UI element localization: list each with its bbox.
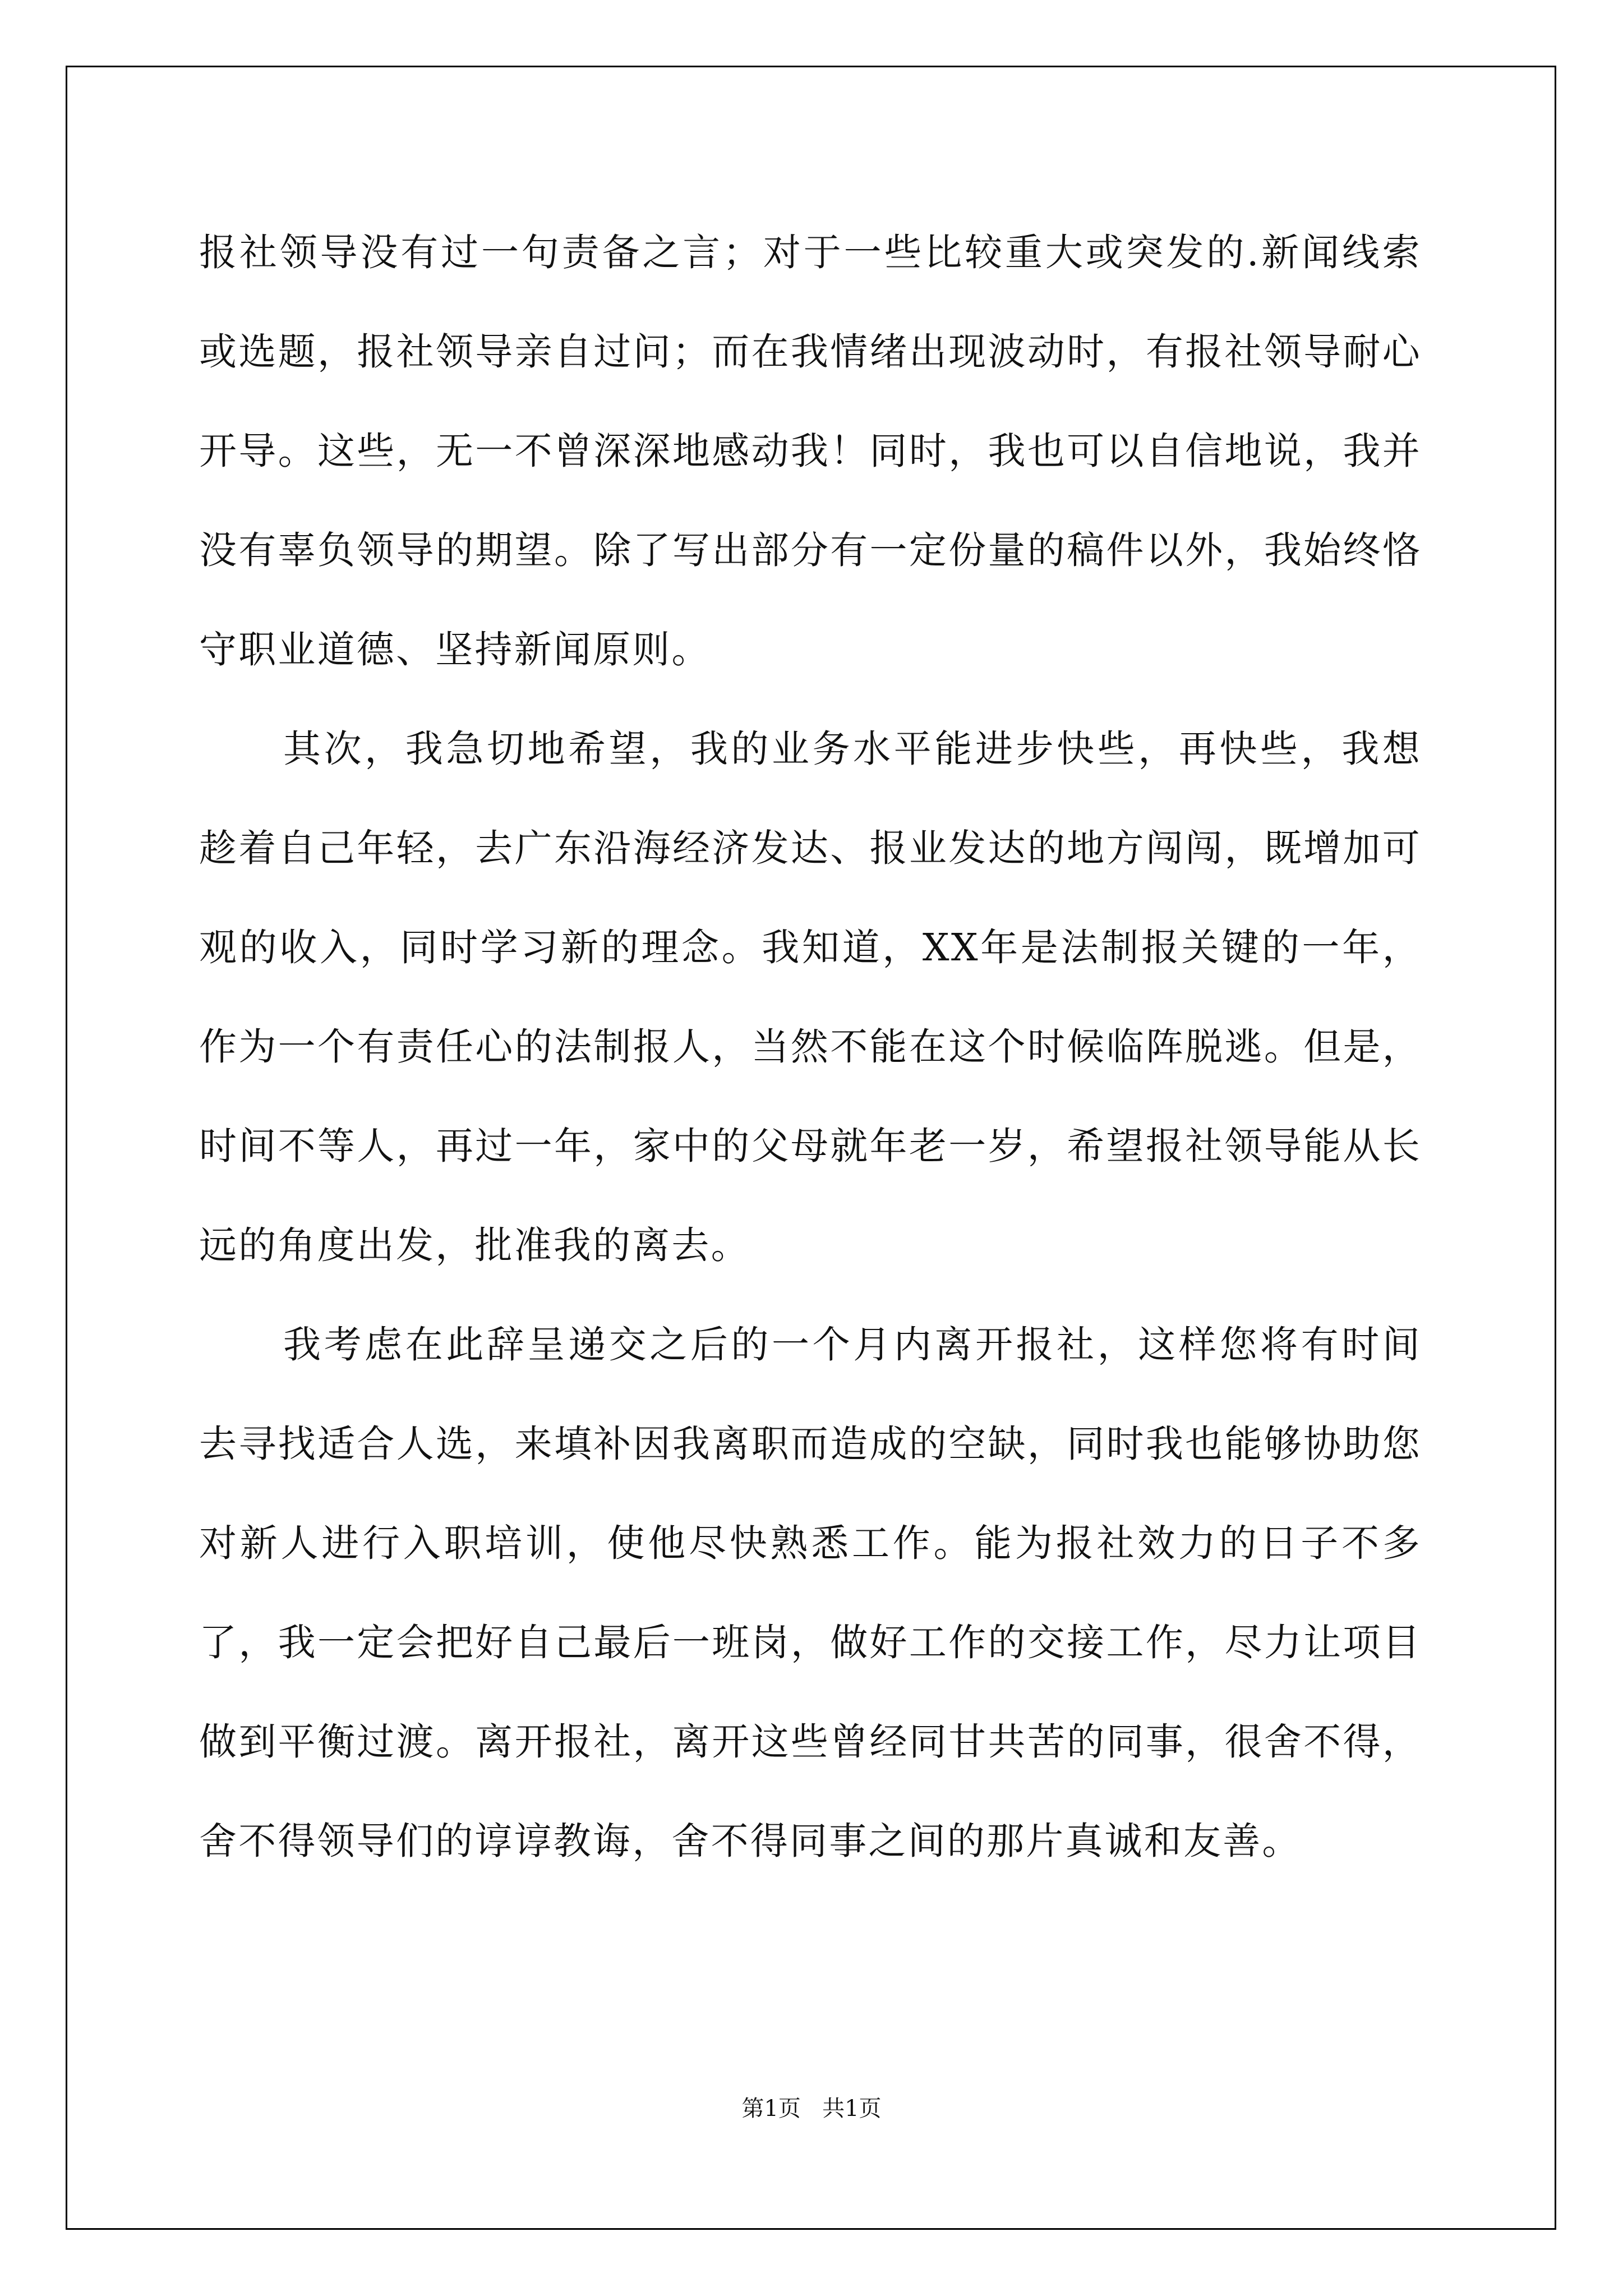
paragraph-1: 报社领导没有过一句责备之言；对于一些比较重大或突发的.新闻线索或选题，报社领导亲自过问；而在我情绪出现波动时，有报社领导耐心开导。这些，无一不曾深深地感动我！同时，我也可以自信地说，我并没有辜负领导的期望。除了写出部分有一定份量的稿件以外，我始终恪守职业道德、坚持新闻原则。 bbox=[199, 231, 1422, 671]
paragraph-3: 我考虑在此辞呈递交之后的一个月内离开报社，这样您将有时间去寻找适合人选，来填补因我离职而造成的空缺，同时我也能够协助您对新人进行入职培训，使他尽快熟悉工作。能为报社效力的日子不多了，我一定会把好自己最后一班岗，做好工作的交接工作，尽力让项目做到平衡过渡。离开报社，离开这些曾经同甘共苦的同事，很舍不得，舍不得领导们的谆谆教诲，舍不得同事之间的那片真诚和友善。 bbox=[199, 1323, 1422, 1863]
page-number: 第1页 bbox=[741, 2096, 801, 2122]
page-footer bbox=[0, 2091, 1623, 2123]
document-body bbox=[199, 203, 1422, 1891]
paragraph-2: 其次，我急切地希望，我的业务水平能进步快些，再快些，我想趁着自己年轻，去广东沿海经济发达、报业发达的地方闯闯，既增加可观的收入，同时学习新的理念。我知道，XX年是法制报关键的一年，作为一个有责任心的法制报人，当然不能在这个时候临阵脱逃。但是，时间不等人，再过一年，家中的父母就年老一岁，希望报社领导能从长远的角度出发，批准我的离去。 bbox=[199, 727, 1422, 1267]
page-total: 共1页 bbox=[822, 2096, 882, 2122]
